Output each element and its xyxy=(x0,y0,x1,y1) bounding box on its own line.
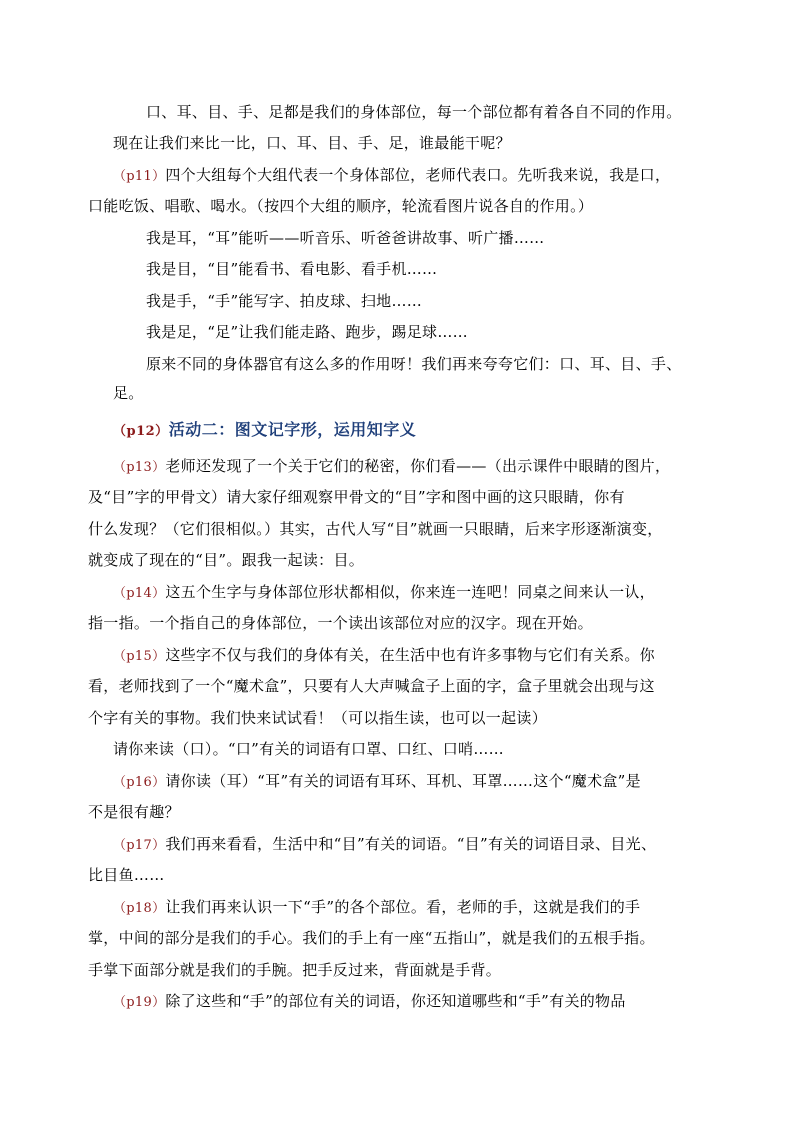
page-ref-tag: （p16） xyxy=(113,775,166,790)
paragraph-line: （p11）四个大组每个大组代表一个身体部位，老师代表口。先听我来说，我是口， xyxy=(113,166,671,184)
paragraph-line: 指一指。一个指自己的身体部位，一个读出该部位对应的汉字。现在开始。 xyxy=(88,614,593,632)
paragraph-line: （p14）这五个生字与身体部位形状都相似，你来连一连吧！同桌之间来认一认， xyxy=(113,583,655,601)
paragraph-line: 我是足，“足”让我们能走路、跑步，踢足球…… xyxy=(146,323,468,341)
paragraph-line: 口、耳、目、手、足都是我们的身体部位，每一个部位都有着各自不同的作用。 xyxy=(146,103,682,121)
paragraph-line: 足。 xyxy=(113,384,144,402)
paragraph-line: 请你来读（口）。“口”有关的词语有口罩、口红、口哨…… xyxy=(113,740,504,758)
paragraph-line: （p16）请你读（耳）“耳”有关的词语有耳环、耳机、耳罩……这个“魔术盒”是 xyxy=(113,772,641,790)
paragraph-line: 个字有关的事物。我们快来试试看！（可以指生读，也可以一起读） xyxy=(88,709,548,727)
paragraph-line: 手掌下面部分就是我们的手腕。把手反过来，背面就是手背。 xyxy=(88,961,502,979)
paragraph-line: 比目鱼…… xyxy=(88,866,165,884)
page-ref-tag: （p11） xyxy=(113,169,166,184)
paragraph-line: 现在让我们来比一比，口、耳、目、手、足，谁最能干呢？ xyxy=(113,134,511,152)
paragraph-line: （p17）我们再来看看，生活中和“目”有关的词语。“目”有关的词语目录、目光、 xyxy=(113,835,657,853)
paragraph-line: （p19）除了这些和“手”的部位有关的词语，你还知道哪些和“手”有关的物品 xyxy=(113,992,626,1010)
page-ref-tag: （p14） xyxy=(113,586,166,601)
paragraph-line: 我是目，“目”能看书、看电影、看手机…… xyxy=(146,260,438,278)
page-ref-tag: （p19） xyxy=(113,995,166,1010)
paragraph-line: 不是很有趣？ xyxy=(88,803,180,821)
page-ref-tag: （p12） xyxy=(113,424,169,439)
page-ref-tag: （p17） xyxy=(113,838,166,853)
paragraph-line: 什么发现？（它们很相似。）其实，古代人写“目”就画一只眼睛，后来字形逐渐演变， xyxy=(88,520,663,538)
paragraph-line: 我是手，“手”能写字、拍皮球、扫地…… xyxy=(146,292,423,310)
paragraph-line: 口能吃饭、唱歌、喝水。（按四个大组的顺序，轮流看图片说各自的作用。） xyxy=(88,197,594,215)
paragraph-line: 掌，中间的部分是我们的手心。我们的手上有一座“五指山”，就是我们的五根手指。 xyxy=(88,929,655,947)
paragraph-line: （p18）让我们再来认识一下“手”的各个部位。看，老师的手，这就是我们的手 xyxy=(113,898,641,916)
paragraph-line: 看，老师找到了一个“魔术盒”，只要有人大声喊盒子上面的字，盒子里就会出现与这 xyxy=(88,677,655,695)
page-ref-tag: （p18） xyxy=(113,901,166,916)
paragraph-line: 原来不同的身体器官有这么多的作用呀！我们再来夸夸它们：口、耳、目、手、 xyxy=(146,355,682,373)
paragraph-line: 我是耳，“耳”能听——听音乐、听爸爸讲故事、听广播…… xyxy=(146,229,545,247)
paragraph-line: （p13）老师还发现了一个关于它们的秘密，你们看——（出示课件中眼睛的图片， xyxy=(113,457,671,475)
paragraph-line: 及“目”字的甲骨文）请大家仔细观察甲骨文的“目”字和图中画的这只眼睛，你有 xyxy=(88,488,625,506)
paragraph-line: （p15）这些字不仅与我们的身体有关，在生活中也有许多事物与它们有关系。你 xyxy=(113,646,655,664)
page-ref-tag: （p13） xyxy=(113,460,166,475)
section-heading: （p12）活动二：图文记字形，运用知字义 xyxy=(113,420,417,439)
page-ref-tag: （p15） xyxy=(113,649,166,664)
paragraph-line: 就变成了现在的“目”。跟我一起读：目。 xyxy=(88,551,365,569)
